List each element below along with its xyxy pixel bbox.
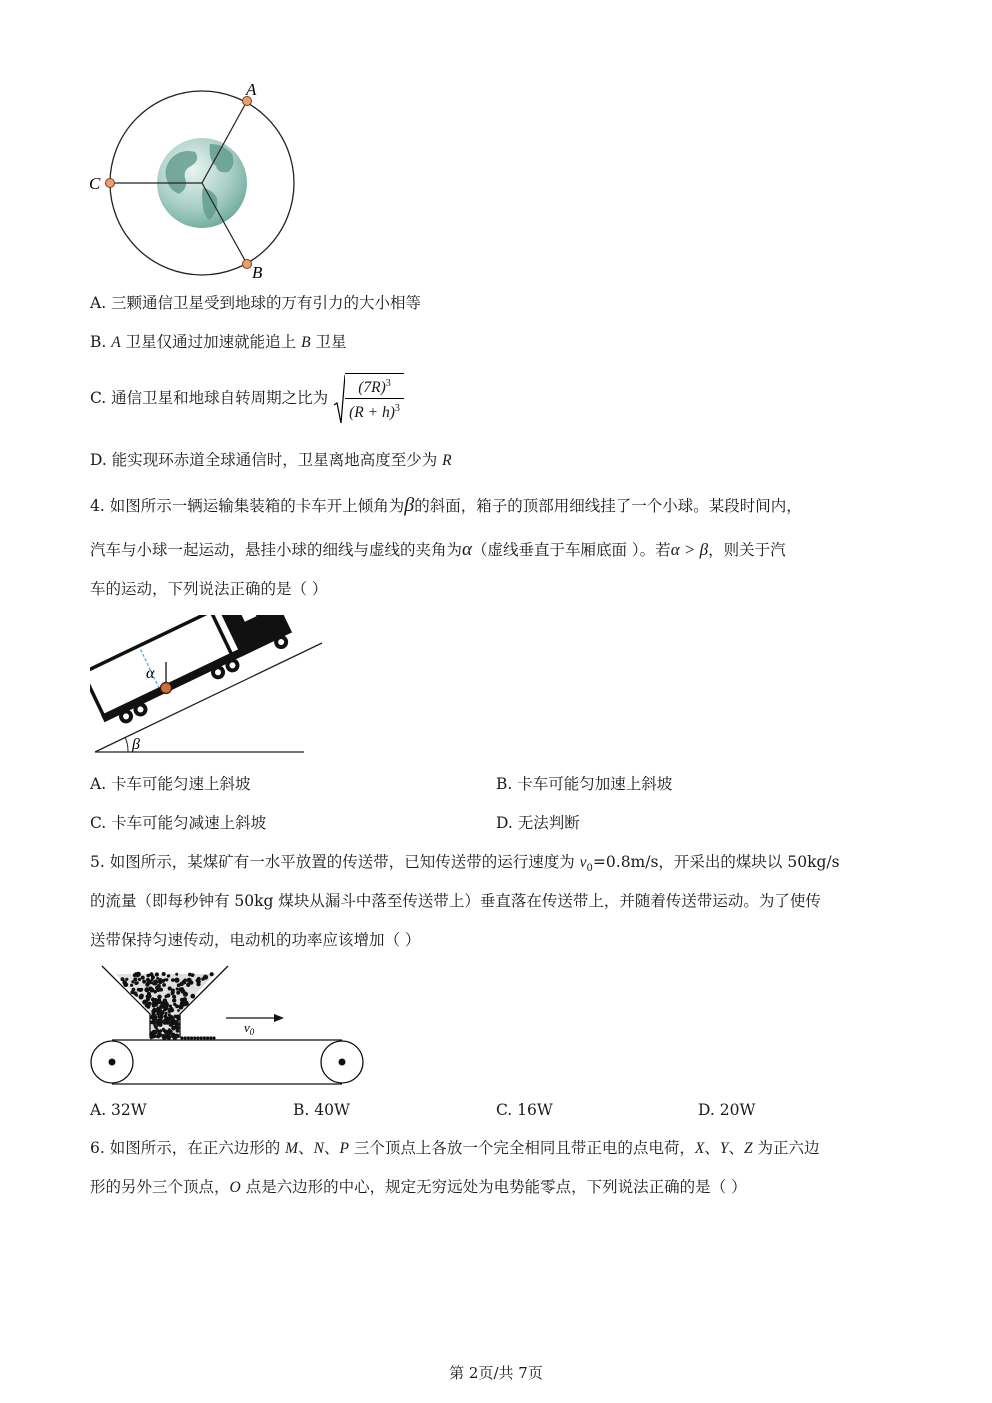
coal-lump (130, 990, 134, 994)
coal-lump (183, 979, 186, 982)
hanging-ball (161, 683, 172, 694)
q5-option-d: D. 20W (698, 1101, 756, 1119)
conveyor-figure (88, 962, 368, 1088)
beta-label: β (132, 736, 140, 753)
coal-lump (146, 995, 150, 999)
coal-lump (125, 978, 128, 981)
coal-lump (155, 1035, 158, 1038)
coal-lump (180, 1036, 183, 1039)
coal-lump (178, 1004, 183, 1009)
coal-lump (150, 1015, 155, 1020)
q5-option-b: B. 40W (293, 1101, 350, 1119)
coal-lump (168, 1028, 171, 1031)
q6-text-line2: 形的另外三个顶点，O 点是六边形的中心，规定无穷远处为电势能零点，下列说法正确的是（ ） (90, 1178, 747, 1196)
satellite-orbit-figure (85, 80, 315, 285)
coal-lump (162, 983, 166, 987)
coal-lump (168, 986, 172, 990)
coal-lump (145, 1003, 148, 1006)
pulley-left-axle (109, 1059, 116, 1066)
q3-option-d: D. 能实现环赤道全球通信时，卫星离地高度至少为 R (90, 451, 452, 469)
coal-lump (152, 982, 155, 985)
coal-lump (135, 994, 138, 997)
coal-lump (164, 1014, 167, 1017)
coal-lump (203, 1036, 206, 1039)
coal-lump (173, 1003, 176, 1006)
coal-lump (146, 981, 150, 985)
coal-lump (142, 980, 146, 984)
q5-option-c: C. 16W (496, 1101, 553, 1119)
coal-lump (141, 976, 145, 980)
satellite-b (243, 260, 252, 269)
coal-lump (175, 1016, 178, 1019)
truck-incline-figure (90, 615, 325, 755)
coal-lump (152, 1030, 157, 1035)
coal-lump (201, 977, 204, 980)
coal-lump (165, 1012, 168, 1015)
q3-option-a: A. 三颗通信卫星受到地球的万有引力的大小相等 (90, 294, 422, 312)
coal-lump (183, 992, 188, 997)
coal-lump (159, 1004, 164, 1009)
coal-lump (149, 988, 154, 993)
coal-lump (171, 978, 175, 982)
coal-lump (164, 1002, 168, 1006)
coal-lump (162, 1035, 167, 1040)
q4-text-line1: 4. 如图所示一辆运输集装箱的卡车开上倾角为β的斜面，箱子的顶部用细线挂了一个小球。某段时间内， (90, 494, 802, 516)
sqrt-expression: $\frac{(7R)^3}{(R + h)^3}$ (333, 373, 404, 425)
q5-option-a: A. 32W (90, 1101, 147, 1119)
beta-arc (125, 737, 128, 752)
coal-lump (174, 978, 179, 983)
coal-lump (184, 1036, 187, 1039)
truck (90, 615, 297, 732)
coal-lump (156, 987, 159, 990)
coal-lump (176, 991, 180, 995)
coal-lump (166, 1031, 171, 1036)
coal-lump (152, 1021, 156, 1025)
coal-lump (152, 1008, 157, 1013)
velocity-label: $v_0$ (244, 1020, 255, 1037)
coal-lump (157, 1009, 160, 1012)
q4-option-d: D. 无法判断 (496, 814, 580, 832)
q4-option-b: B. 卡车可能匀加速上斜坡 (496, 775, 673, 793)
coal-lump (155, 972, 159, 976)
coal-lump (162, 972, 166, 976)
coal-lump (190, 994, 195, 999)
coal-lump (187, 978, 192, 983)
coal-lump (156, 1028, 159, 1031)
label-c: C (89, 174, 101, 193)
coal-lump (193, 1036, 196, 1039)
q6-text-line1: 6. 如图所示，在正六边形的 M、N、P 三个顶点上各放一个完全相同且带正电的点电荷，X、Y、Z 为正六边 (90, 1139, 820, 1157)
coal-lump (140, 994, 144, 998)
coal-lump (131, 980, 134, 983)
coal-lump (138, 978, 141, 981)
coal-lump (145, 987, 149, 991)
q5-text-line2: 的流量（即每秒钟有 50kg 煤块从漏斗中落至传送带上）垂直落在传送带上，并随着传送带运动。为了使传 (90, 892, 821, 910)
coal-lump (192, 974, 195, 977)
coal-lump (163, 1021, 166, 1024)
coal-lump (156, 1012, 160, 1016)
coal-lump (162, 1028, 165, 1031)
label-a: A (246, 80, 257, 99)
coal-lump (196, 1036, 199, 1039)
coal-lump (200, 1036, 203, 1039)
coal-lump (190, 1036, 193, 1039)
coal-lump (169, 1015, 174, 1020)
q4-option-c: C. 卡车可能匀减速上斜坡 (90, 814, 267, 832)
q4-text-line3: 车的运动，下列说法正确的是（ ） (90, 580, 328, 598)
coal-lump (210, 972, 214, 976)
coal-lump (163, 979, 166, 982)
coal-lump (130, 984, 133, 987)
coal-lump (196, 982, 200, 986)
coal-lump (212, 1036, 215, 1039)
satellite-c (106, 179, 115, 188)
label-b: B (252, 263, 263, 282)
q4-option-a: A. 卡车可能匀速上斜坡 (90, 775, 251, 793)
q3-option-b: B. A 卫星仅通过加速就能追上 B 卫星 (90, 333, 347, 351)
q4-text-line2: 汽车与小球一起运动，悬挂小球的细线与虚线的夹角为α（虚线垂直于车厢底面 ）。若α > β，则关于汽 (90, 539, 786, 560)
q3-option-c: C. 通信卫星和地球自转周期之比为 $\frac{(7R)^3}{(R + h)^3}$ (90, 372, 404, 425)
pulley-right-axle (339, 1059, 346, 1066)
coal-lump (174, 1034, 177, 1037)
coal-lump (159, 1021, 163, 1025)
coal-lump (154, 1004, 157, 1007)
coal-lump (187, 1036, 190, 1039)
coal-lump (157, 995, 161, 999)
coal-lump (179, 987, 183, 991)
coal-lump (159, 1029, 162, 1032)
coal-lump (175, 973, 178, 976)
coal-lump (165, 995, 168, 998)
coal-lump (172, 998, 176, 1002)
coal-lump (156, 977, 159, 980)
coal-lump (180, 998, 184, 1002)
coal-lump (171, 1026, 176, 1031)
coal-lump (176, 987, 179, 990)
coal-lump (136, 974, 139, 977)
q5-text-line3: 送带保持匀速传动，电动机的功率应该增加（ ） (90, 931, 421, 949)
coal-lump (139, 988, 143, 992)
coal-lump (196, 979, 199, 982)
alpha-label: α (146, 665, 155, 682)
coal-lump (206, 1036, 209, 1039)
coal-lump (169, 1007, 173, 1011)
coal-lump (151, 997, 155, 1001)
coal-lump (134, 981, 138, 985)
coal-lump (177, 983, 181, 987)
q5-text-line1: 5. 如图所示，某煤矿有一水平放置的传送带，已知传送带的运行速度为 $v_0=0.8m/s$，开采出的煤块以 50kg/s (90, 853, 840, 875)
coal-lump (172, 989, 175, 992)
coal-lump (177, 1009, 180, 1012)
coal-lump (159, 1015, 164, 1020)
coal-lump (176, 1026, 180, 1030)
page-footer: 第 2页/共 7页 (449, 1364, 543, 1382)
coal-lump (122, 980, 127, 985)
velocity-arrowhead (274, 1014, 284, 1022)
coal-lump (167, 974, 170, 977)
coal-lump (172, 995, 176, 999)
coal-lump (209, 1036, 212, 1039)
